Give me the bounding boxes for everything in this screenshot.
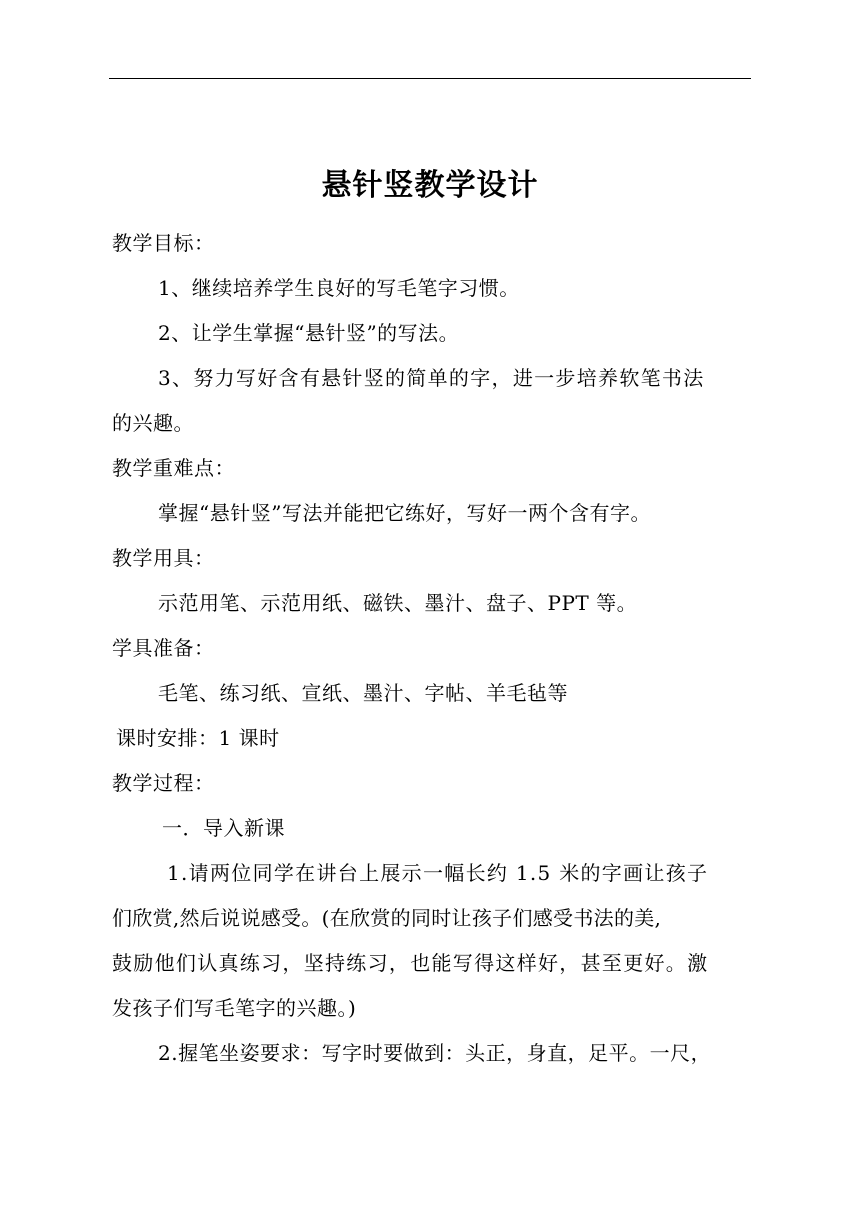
paragraph-line: 的兴趣。 — [112, 411, 194, 435]
paragraph-line: 示范用笔、示范用纸、磁铁、墨汁、盘子、PPT 等。 — [158, 591, 638, 615]
paragraph-line: 3、努力写好含有悬针竖的简单的字，进一步培养软笔书法 — [158, 366, 705, 390]
paragraph-line: 1、继续培养学生良好的写毛笔字习惯。 — [158, 276, 520, 300]
paragraph-line: 1.请两位同学在讲台上展示一幅长约 1.5 米的字画让孩子 — [167, 861, 709, 885]
paragraph-line: 掌握“悬针竖”写法并能把它练好，写好一两个含有字。 — [158, 501, 651, 525]
section-heading-schedule: 课时安排：1 课时 — [116, 726, 280, 750]
section-heading-key-points: 教学重难点： — [112, 456, 235, 480]
paragraph-line: 鼓励他们认真练习，坚持练习，也能写得这样好，甚至更好。激 — [112, 951, 709, 975]
header-rule — [109, 78, 751, 79]
subsection-heading: 一．导入新课 — [162, 816, 285, 840]
document-title: 悬针竖教学设计 — [321, 168, 539, 203]
section-heading-objectives: 教学目标： — [112, 231, 215, 255]
paragraph-line: 2.握笔坐姿要求：写字时要做到：头正，身直，足平。一尺， — [158, 1041, 712, 1065]
section-heading-teaching-tools: 教学用具： — [112, 546, 215, 570]
section-heading-process: 教学过程： — [112, 771, 215, 795]
paragraph-line: 们欣赏,然后说说感受。(在欣赏的同时让孩子们感受书法的美, — [112, 906, 662, 930]
paragraph-line: 发孩子们写毛笔字的兴趣。) — [112, 996, 357, 1020]
paragraph-line: 毛笔、练习纸、宣纸、墨汁、字帖、羊毛毡等 — [158, 681, 568, 705]
section-heading-student-tools: 学具准备： — [112, 636, 215, 660]
paragraph-line: 2、让学生掌握“悬针竖”的写法。 — [158, 321, 460, 345]
